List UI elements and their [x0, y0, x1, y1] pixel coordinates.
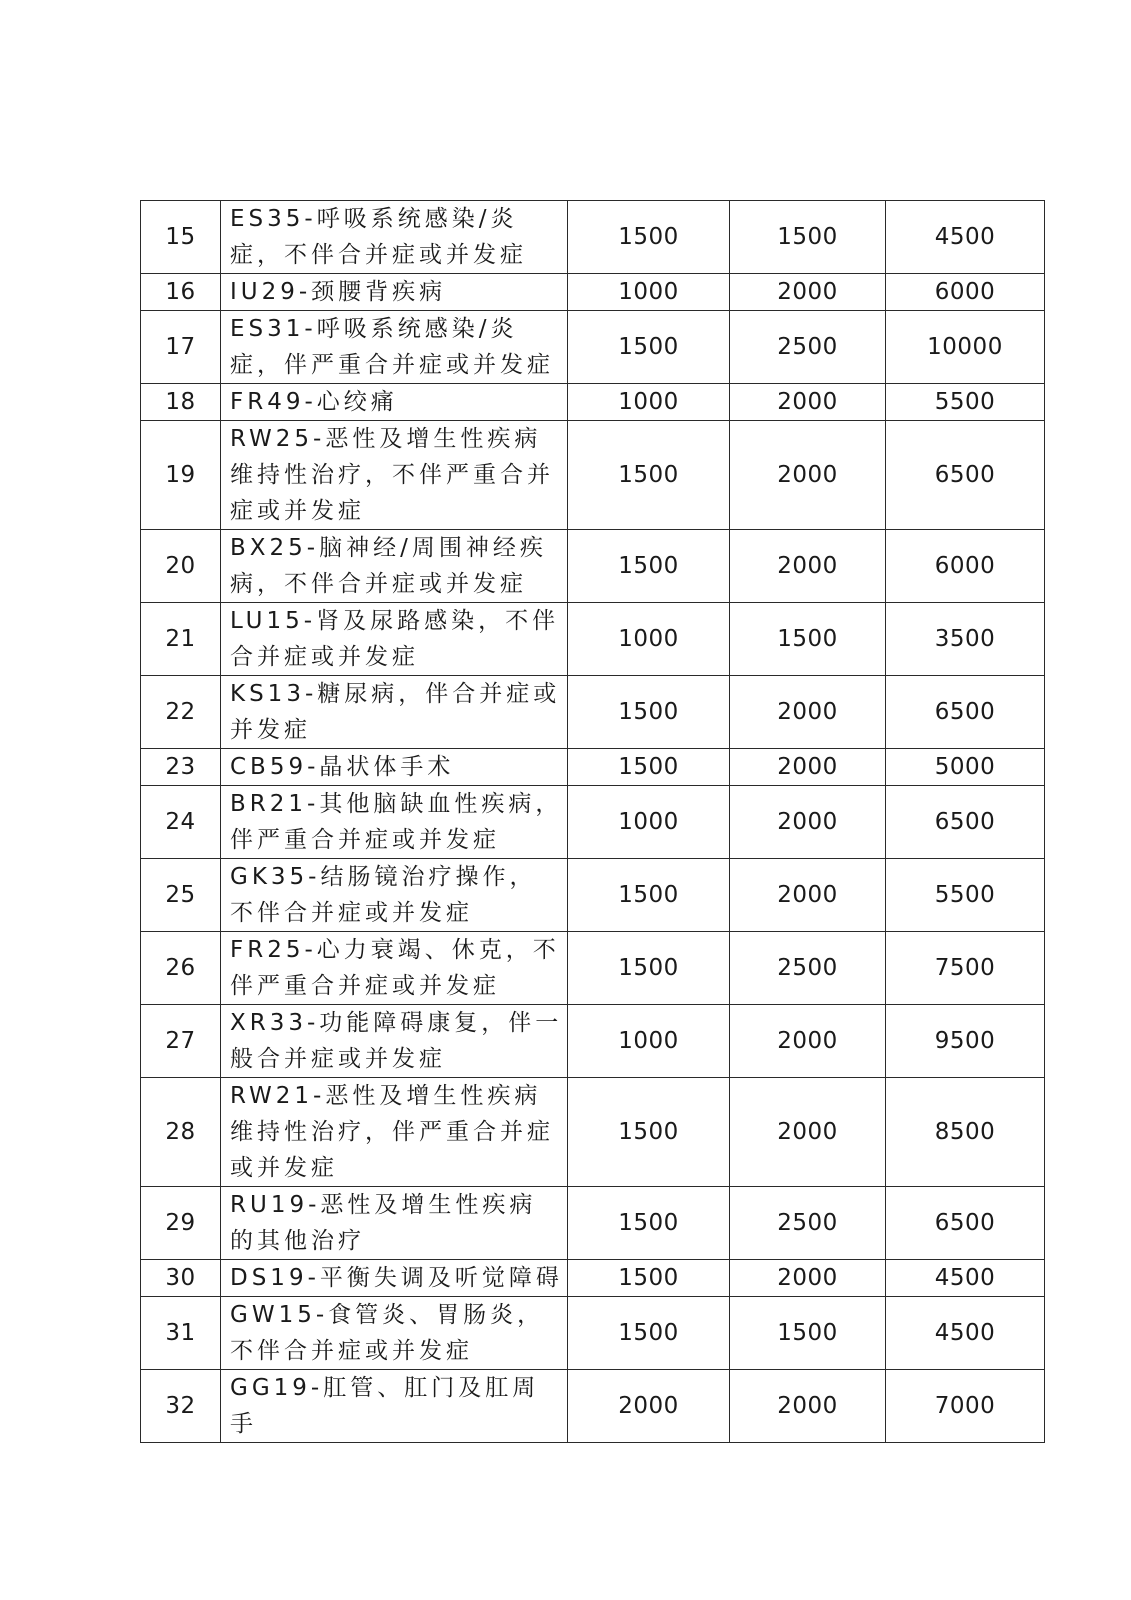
row-number-cell: 18: [141, 384, 221, 421]
value-col2-cell: 2000: [730, 859, 886, 932]
drg-name-cell: GW15-食管炎、胃肠炎，不伴合并症或并发症: [221, 1297, 568, 1370]
value-col2-cell: 2500: [730, 311, 886, 384]
drg-name-cell: KS13-糖尿病，伴合并症或并发症: [221, 676, 568, 749]
row-number-cell: 21: [141, 603, 221, 676]
table-row: [141, 274, 1045, 311]
drg-name-cell: GG19-肛管、肛门及肛周手: [221, 1370, 568, 1443]
value-col3-cell: 3500: [886, 603, 1045, 676]
row-number-cell: 25: [141, 859, 221, 932]
row-number-cell: 23: [141, 749, 221, 786]
value-col2-cell: 2500: [730, 932, 886, 1005]
drg-name-cell: IU29-颈腰背疾病: [221, 274, 568, 311]
table-row: [141, 676, 1045, 749]
table-row: [141, 786, 1045, 859]
value-col1-cell: 1500: [568, 1260, 730, 1297]
row-number-cell: 19: [141, 421, 221, 530]
value-col3-cell: 5500: [886, 384, 1045, 421]
row-number-cell: 15: [141, 201, 221, 274]
value-col1-cell: 1000: [568, 1005, 730, 1078]
value-col3-cell: 5500: [886, 859, 1045, 932]
row-number-cell: 24: [141, 786, 221, 859]
table-row: [141, 530, 1045, 603]
table-row: [141, 311, 1045, 384]
table-row: [141, 1297, 1045, 1370]
value-col1-cell: 1500: [568, 421, 730, 530]
row-number-cell: 29: [141, 1187, 221, 1260]
table-row: [141, 421, 1045, 530]
drg-name-cell: FR25-心力衰竭、休克，不伴严重合并症或并发症: [221, 932, 568, 1005]
value-col1-cell: 1500: [568, 932, 730, 1005]
table-row: [141, 932, 1045, 1005]
value-col3-cell: 6500: [886, 676, 1045, 749]
value-col2-cell: 2000: [730, 1005, 886, 1078]
value-col2-cell: 1500: [730, 1297, 886, 1370]
value-col3-cell: 6500: [886, 1187, 1045, 1260]
drg-name-cell: DS19-平衡失调及听觉障碍: [221, 1260, 568, 1297]
value-col1-cell: 1000: [568, 786, 730, 859]
row-number-cell: 22: [141, 676, 221, 749]
row-number-cell: 26: [141, 932, 221, 1005]
row-number-cell: 32: [141, 1370, 221, 1443]
value-col3-cell: 4500: [886, 201, 1045, 274]
drg-name-cell: ES35-呼吸系统感染/炎症，不伴合并症或并发症: [221, 201, 568, 274]
value-col3-cell: 7000: [886, 1370, 1045, 1443]
value-col3-cell: 4500: [886, 1260, 1045, 1297]
value-col3-cell: 10000: [886, 311, 1045, 384]
table-row: [141, 1187, 1045, 1260]
value-col2-cell: 2000: [730, 749, 886, 786]
drg-table-body: [141, 201, 1045, 1443]
value-col1-cell: 1500: [568, 1187, 730, 1260]
drg-name-cell: LU15-肾及尿路感染，不伴合并症或并发症: [221, 603, 568, 676]
value-col3-cell: 6000: [886, 274, 1045, 311]
value-col2-cell: 2000: [730, 530, 886, 603]
value-col3-cell: 6500: [886, 421, 1045, 530]
value-col3-cell: 6000: [886, 530, 1045, 603]
value-col1-cell: 1500: [568, 1297, 730, 1370]
value-col3-cell: 9500: [886, 1005, 1045, 1078]
value-col1-cell: 1500: [568, 530, 730, 603]
drg-name-cell: CB59-晶状体手术: [221, 749, 568, 786]
value-col2-cell: 2500: [730, 1187, 886, 1260]
value-col1-cell: 1000: [568, 603, 730, 676]
row-number-cell: 17: [141, 311, 221, 384]
value-col2-cell: 2000: [730, 384, 886, 421]
table-row: [141, 384, 1045, 421]
value-col3-cell: 7500: [886, 932, 1045, 1005]
drg-name-cell: GK35-结肠镜治疗操作，不伴合并症或并发症: [221, 859, 568, 932]
value-col1-cell: 1500: [568, 311, 730, 384]
table-row: [141, 1260, 1045, 1297]
value-col3-cell: 4500: [886, 1297, 1045, 1370]
table-row: [141, 749, 1045, 786]
row-number-cell: 30: [141, 1260, 221, 1297]
drg-name-cell: FR49-心绞痛: [221, 384, 568, 421]
value-col1-cell: 1500: [568, 676, 730, 749]
value-col2-cell: 2000: [730, 1078, 886, 1187]
value-col2-cell: 2000: [730, 676, 886, 749]
table-row: [141, 201, 1045, 274]
value-col1-cell: 1500: [568, 859, 730, 932]
drg-name-cell: BR21-其他脑缺血性疾病，伴严重合并症或并发症: [221, 786, 568, 859]
table-row: [141, 859, 1045, 932]
row-number-cell: 27: [141, 1005, 221, 1078]
row-number-cell: 31: [141, 1297, 221, 1370]
value-col2-cell: 2000: [730, 1260, 886, 1297]
table-row: [141, 1005, 1045, 1078]
value-col1-cell: 1000: [568, 274, 730, 311]
value-col2-cell: 2000: [730, 1370, 886, 1443]
value-col2-cell: 2000: [730, 786, 886, 859]
value-col2-cell: 1500: [730, 603, 886, 676]
drg-table: [140, 200, 1045, 1443]
value-col3-cell: 6500: [886, 786, 1045, 859]
drg-name-cell: ES31-呼吸系统感染/炎症，伴严重合并症或并发症: [221, 311, 568, 384]
row-number-cell: 16: [141, 274, 221, 311]
drg-name-cell: XR33-功能障碍康复，伴一般合并症或并发症: [221, 1005, 568, 1078]
row-number-cell: 28: [141, 1078, 221, 1187]
value-col1-cell: 2000: [568, 1370, 730, 1443]
value-col1-cell: 1500: [568, 749, 730, 786]
row-number-cell: 20: [141, 530, 221, 603]
drg-name-cell: RU19-恶性及增生性疾病的其他治疗: [221, 1187, 568, 1260]
value-col3-cell: 8500: [886, 1078, 1045, 1187]
drg-name-cell: RW25-恶性及增生性疾病维持性治疗，不伴严重合并症或并发症: [221, 421, 568, 530]
table-row: [141, 603, 1045, 676]
value-col1-cell: 1500: [568, 1078, 730, 1187]
drg-name-cell: BX25-脑神经/周围神经疾病，不伴合并症或并发症: [221, 530, 568, 603]
drg-name-cell: RW21-恶性及增生性疾病维持性治疗，伴严重合并症或并发症: [221, 1078, 568, 1187]
value-col2-cell: 2000: [730, 421, 886, 530]
value-col2-cell: 1500: [730, 201, 886, 274]
value-col2-cell: 2000: [730, 274, 886, 311]
value-col3-cell: 5000: [886, 749, 1045, 786]
table-row: [141, 1078, 1045, 1187]
table-row: [141, 1370, 1045, 1443]
value-col1-cell: 1500: [568, 201, 730, 274]
value-col1-cell: 1000: [568, 384, 730, 421]
